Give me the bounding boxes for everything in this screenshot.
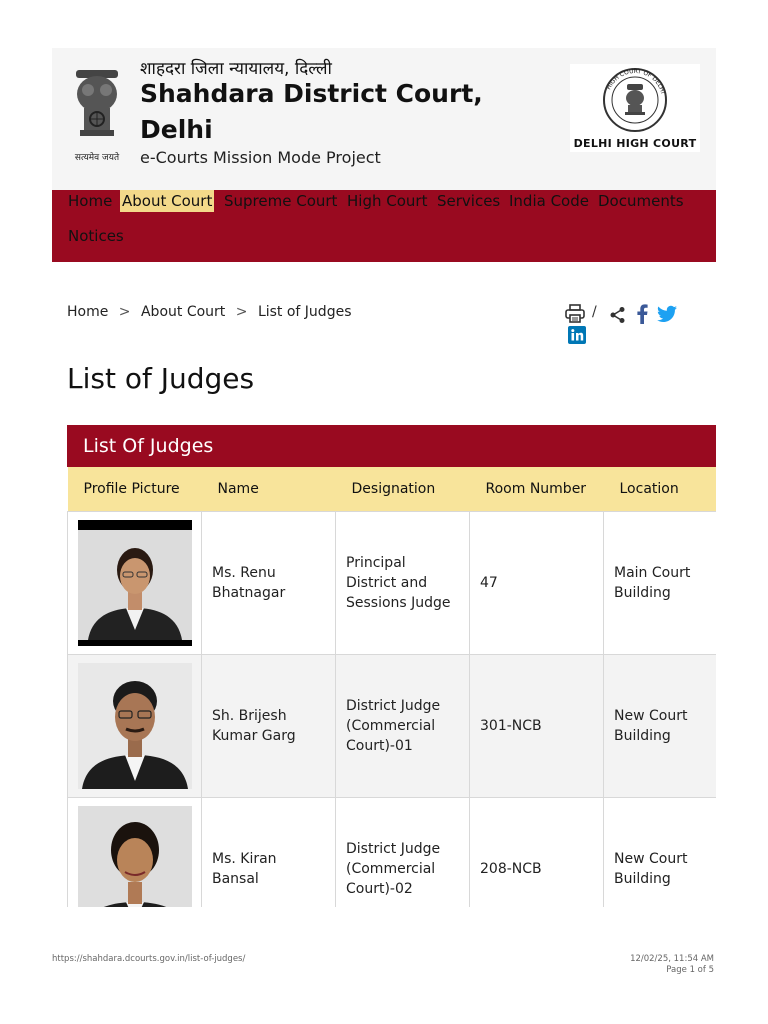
share-toolbar	[564, 304, 694, 348]
twitter-icon[interactable]	[657, 305, 677, 323]
nav-about-court[interactable]: About Court	[122, 192, 213, 210]
judge-designation: District Judge (Commercial Court)-02	[336, 798, 470, 908]
court-subtitle: e-Courts Mission Mode Project	[140, 148, 381, 167]
footer-meta	[630, 954, 714, 976]
col-location: Location	[604, 467, 717, 512]
nav-documents[interactable]: Documents	[598, 192, 684, 210]
delhi-high-court-logo[interactable]	[570, 64, 700, 152]
col-profile-picture: Profile Picture	[68, 467, 202, 512]
judges-table	[67, 467, 716, 907]
emblem-motto: सत्यमेव जयते	[74, 153, 120, 163]
breadcrumb-separator: >	[235, 304, 248, 320]
share-separator: /	[592, 304, 597, 320]
judge-photo-2[interactable]	[78, 663, 192, 789]
judge-room: 47	[470, 512, 604, 655]
footer-page-number: Page 1 of 5	[666, 965, 714, 975]
judge-location: New Court Building	[604, 655, 717, 798]
judge-photo-1[interactable]	[78, 520, 192, 646]
table-row	[68, 655, 717, 798]
table-title: List Of Judges	[67, 425, 716, 467]
judge-designation: District Judge (Commercial Court)-01	[336, 655, 470, 798]
linkedin-icon[interactable]	[568, 326, 586, 344]
nav-high-court[interactable]: High Court	[347, 192, 428, 210]
table-header-row	[68, 467, 717, 512]
judge-photo-3[interactable]	[78, 806, 192, 907]
site-header	[52, 48, 716, 190]
nav-notices[interactable]: Notices	[68, 227, 124, 245]
judge-room: 301-NCB	[470, 655, 604, 798]
seal-ring-text: HIGH COURT OF DELHI	[605, 67, 667, 95]
court-hindi-title: शाहदरा जिला न्यायालय, दिल्ली	[140, 59, 332, 79]
table-row	[68, 512, 717, 655]
col-name: Name	[202, 467, 336, 512]
facebook-icon[interactable]	[635, 304, 649, 324]
judge-name: Sh. Brijesh Kumar Garg	[202, 655, 336, 798]
court-title[interactable]: Shahdara District Court, Delhi	[140, 79, 483, 144]
judge-designation: Principal District and Sessions Judge	[336, 512, 470, 655]
nav-services[interactable]: Services	[437, 192, 501, 210]
footer-url: https://shahdara.dcourts.gov.in/list-of-judges/	[52, 954, 246, 964]
high-court-logo-caption: DELHI HIGH COURT	[573, 137, 697, 150]
breadcrumb	[67, 304, 358, 320]
profile-picture-cell	[68, 655, 202, 798]
breadcrumb-current: List of Judges	[257, 304, 352, 320]
main-navbar	[52, 190, 716, 262]
profile-picture-cell	[68, 798, 202, 908]
col-room-number: Room Number	[470, 467, 604, 512]
footer-datetime: 12/02/25, 11:54 AM	[630, 954, 714, 964]
judge-location: New Court Building	[604, 798, 717, 908]
share-icon[interactable]	[609, 306, 627, 324]
judges-table-panel	[67, 425, 716, 907]
nav-home[interactable]: Home	[68, 192, 113, 210]
judge-location: Main Court Building	[604, 512, 717, 655]
high-court-seal-icon	[570, 64, 700, 134]
breadcrumb-about-court[interactable]: About Court	[140, 304, 226, 320]
judge-name: Ms. Renu Bhatnagar	[202, 512, 336, 655]
judge-name: Ms. Kiran Bansal	[202, 798, 336, 908]
col-designation: Designation	[336, 467, 470, 512]
nav-supreme-court[interactable]: Supreme Court	[224, 192, 338, 210]
breadcrumb-home[interactable]: Home	[67, 304, 109, 320]
profile-picture-cell	[68, 512, 202, 655]
nav-india-code[interactable]: India Code	[509, 192, 589, 210]
breadcrumb-separator: >	[118, 304, 131, 320]
judge-room: 208-NCB	[470, 798, 604, 908]
print-icon[interactable]	[564, 304, 586, 324]
page-title: List of Judges	[67, 362, 255, 395]
table-row	[68, 798, 717, 908]
